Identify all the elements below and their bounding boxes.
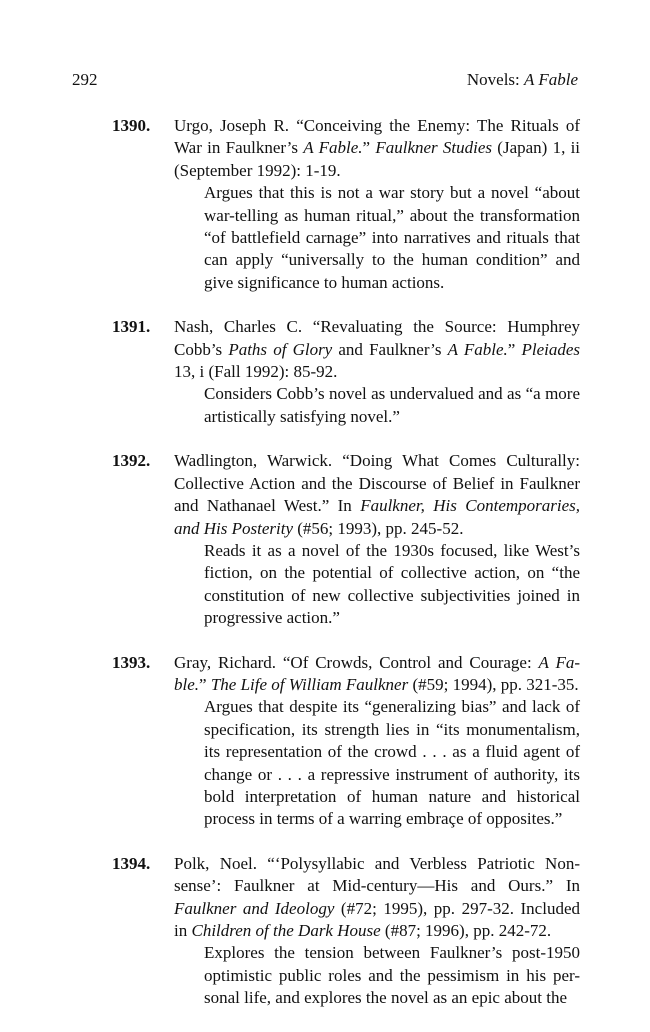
entry-number: 1393. <box>112 652 151 672</box>
italic-title-text: A Fa-ble. <box>174 652 580 694</box>
entry-number: 1391. <box>112 317 151 337</box>
citation-text: Polk, Noel. “‘Polysyllabic and Verbless Patriotic Non-sense’: Faulkner at Mid-century—His and Ours.” In <box>174 853 580 896</box>
citation-text: (#56; 1993), pp. 245-52. <box>293 518 464 538</box>
bibliography-entry <box>112 853 580 1010</box>
section-title <box>467 70 578 90</box>
page-number: 292 <box>72 70 98 89</box>
entry-annotation: Considers Cobb’s novel as undervalued and as “a more artistically satisfying novel.” <box>204 384 580 426</box>
citation-text: (#59; 1994), pp. 321-35. <box>408 674 579 694</box>
entry-number: 1390. <box>112 116 151 135</box>
citation-text: Wadlington, Warwick. “Doing What Comes Culturally: Collective Action and the Discourse of Belief in Faulkner and Nathanael West.” In <box>174 451 580 516</box>
entry-citation <box>174 450 580 540</box>
citation-text: Gray, Richard. “Of Crowds, Control and Courage: <box>174 652 539 672</box>
italic-title-text: The Life of William Faulkner <box>210 674 409 694</box>
italic-title-text: Faulkner, His Contemporaries, and His Posterity <box>174 496 581 538</box>
entry-citation <box>174 652 580 697</box>
entry-annotation: Argues that despite its “generalizing bias” and lack of specification, its strength lies in “its monumentalism, its representation of the crowd . . . as a fluid agent of change or . . . a repressive instrument of authority, its bold interpretation of human nature and historical process in terms of a warring embraçe of opposites.” <box>204 697 580 829</box>
entry-annotation: Reads it as a novel of the 1930s focused, like West’s fiction, on the potential of collective action, on “the constitution of new collective subjectivities joined in progressive action.” <box>204 540 580 628</box>
italic-title-text: Paths of Glory <box>228 339 333 359</box>
italic-title-text: Pleiades <box>521 339 581 359</box>
entry-citation <box>174 316 580 383</box>
citation-text: ” <box>199 674 211 694</box>
italic-title-text: Children of the Dark House <box>191 921 381 940</box>
citation-text: (Japan) 1, ii (September 1992): 1-19. <box>174 138 581 180</box>
bibliography-entry <box>112 115 580 294</box>
citation-text: Urgo, Joseph R. “Conceiving the Enemy: The Rituals of War in Faulkner’s <box>174 116 580 158</box>
entry-annotation: Explores the tension between Faulkner’s post-1950 optimistic public roles and the pessimism in his per-sonal life, and explores the novel as an epic about the <box>204 943 580 1008</box>
entry-number: 1394. <box>112 853 151 873</box>
citation-text: and Faulkner’s <box>332 339 448 359</box>
citation-text: Nash, Charles C. “Revaluating the Source: Humphrey Cobb’s <box>174 317 580 359</box>
running-head <box>72 70 578 94</box>
section-title-italic: A Fable <box>524 70 578 89</box>
bibliography-entries <box>112 115 580 1032</box>
entry-annotation: Argues that this is not a war story but a novel “about war-telling as human ritual,” about the transformation “of battlefield carnage” into narratives and rituals that can apply “universally to the human condition” and give significance to human actions. <box>204 183 580 292</box>
italic-title-text: A Fable. <box>447 339 508 359</box>
entry-citation <box>174 115 580 182</box>
citation-text: (#87; 1996), pp. 242-72. <box>380 921 552 940</box>
entry-number: 1392. <box>112 451 151 471</box>
italic-title-text: A Fable. <box>303 138 363 158</box>
citation-text: 13, i (Fall 1992): 85-92. <box>174 362 338 382</box>
citation-text: ” <box>507 339 522 359</box>
italic-title-text: Faulkner and Ideology <box>174 898 335 918</box>
italic-title-text: Faulkner Studies <box>375 138 493 158</box>
citation-text: (#72; 1995), pp. 297-32. Included in <box>174 898 580 940</box>
section-title-prefix: Novels: <box>466 70 525 89</box>
entry-citation <box>174 853 580 943</box>
citation-text: ” <box>362 138 376 158</box>
bibliography-entry <box>112 316 580 428</box>
bibliography-entry <box>112 450 580 629</box>
bibliography-entry <box>112 652 580 831</box>
